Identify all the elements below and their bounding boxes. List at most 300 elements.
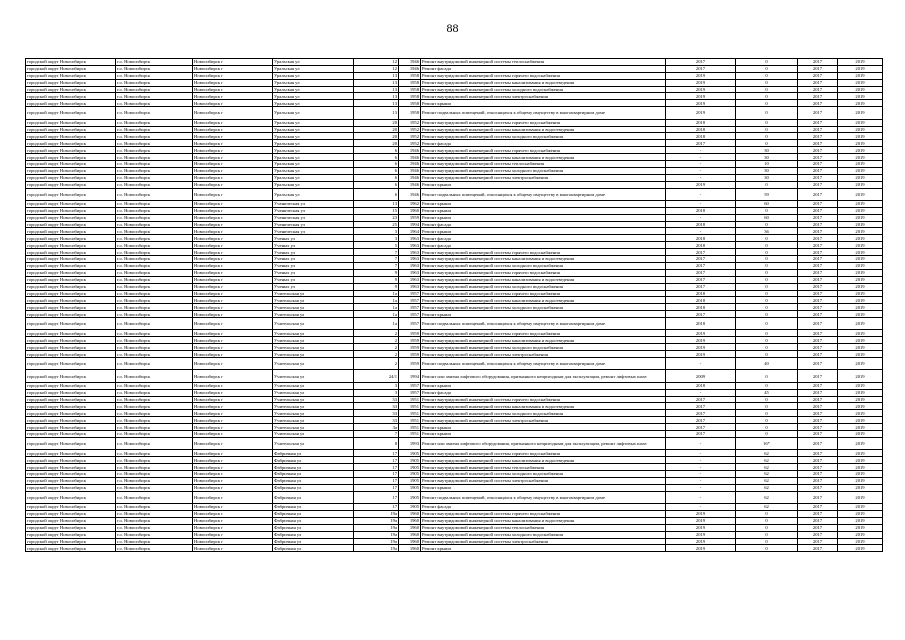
city-cell: Новосибирск г	[193, 207, 273, 214]
period-start-cell: 2017	[798, 517, 838, 524]
work-type-cell: Ремонт подвальных помещений, относящихся к общему имуществу в многоквартирном доме	[421, 107, 666, 119]
table-row	[26, 417, 883, 424]
table-row	[26, 318, 883, 330]
period-start-cell: 2017	[798, 464, 838, 471]
municipality-cell: городской округ Новосибирск	[26, 221, 116, 228]
plan-year-cell: 2019	[666, 93, 736, 100]
house-number-cell: 25	[354, 221, 399, 228]
period-end-cell: 2019	[838, 457, 883, 464]
street-cell: Учительская ул	[273, 410, 354, 417]
wear-cell: 0	[736, 269, 798, 276]
street-cell: Уральская ул	[273, 133, 354, 140]
wear-cell: 0	[736, 424, 798, 431]
build-year-cell: 1963	[399, 283, 421, 290]
table-row	[26, 256, 883, 263]
table-row	[26, 65, 883, 72]
build-year-cell: 1957	[399, 389, 421, 396]
wear-cell: 0	[736, 382, 798, 389]
table-row	[26, 337, 883, 344]
city-cell: Новосибирск г	[193, 133, 273, 140]
city-cell: Новосибирск г	[193, 389, 273, 396]
build-year-cell: 1958	[399, 86, 421, 93]
municipality-cell: городской округ Новосибирск	[26, 437, 116, 449]
municipality-cell: городской округ Новосибирск	[26, 403, 116, 410]
build-year-cell: 1960	[399, 538, 421, 545]
district-cell: г.о. Новосибирск	[116, 431, 193, 438]
district-cell: г.о. Новосибирск	[116, 484, 193, 491]
period-start-cell: 2017	[798, 181, 838, 188]
work-type-cell: Ремонт крыши	[421, 200, 666, 207]
table-row	[26, 382, 883, 389]
municipality-cell: городской округ Новосибирск	[26, 464, 116, 471]
street-cell: Учительская ул	[273, 358, 354, 370]
work-type-cell: Ремонт внутридомовой инженерной системы канализования и водоотведения	[421, 126, 666, 133]
build-year-cell: 1964	[399, 228, 421, 235]
table-row	[26, 188, 883, 200]
period-end-cell: 2019	[838, 504, 883, 511]
city-cell: Новосибирск г	[193, 330, 273, 337]
work-type-cell: Ремонт внутридомовой инженерной системы холодного водоснабжения	[421, 344, 666, 351]
work-type-cell: Ремонт внутридомовой инженерной системы горячего водоснабжения	[421, 119, 666, 126]
city-cell: Новосибирск г	[193, 188, 273, 200]
period-start-cell: 2017	[798, 79, 838, 86]
house-number-cell: 13	[354, 79, 399, 86]
build-year-cell: 1960	[399, 545, 421, 552]
house-number-cell: 17	[354, 457, 399, 464]
city-cell: Новосибирск г	[193, 65, 273, 72]
district-cell: г.о. Новосибирск	[116, 318, 193, 330]
wear-cell: 62	[736, 504, 798, 511]
period-end-cell: 2019	[838, 545, 883, 552]
street-cell: Учительская ул	[273, 396, 354, 403]
street-cell: Уральская ул	[273, 119, 354, 126]
build-year-cell: 1963	[399, 276, 421, 283]
house-number-cell: 7	[354, 431, 399, 438]
street-cell: Фабричная ул	[273, 538, 354, 545]
district-cell: г.о. Новосибирск	[116, 214, 193, 221]
build-year-cell: 1951	[399, 410, 421, 417]
work-type-cell: Ремонт подвальных помещений, относящихся к общему имуществу в многоквартирном доме	[421, 188, 666, 200]
work-type-cell: Ремонт внутридомовой инженерной системы канализования и водоотведения	[421, 297, 666, 304]
build-year-cell: 1952	[399, 119, 421, 126]
city-cell: Новосибирск г	[193, 200, 273, 207]
build-year-cell: 1946	[399, 188, 421, 200]
city-cell: Новосибирск г	[193, 242, 273, 249]
city-cell: Новосибирск г	[193, 484, 273, 491]
municipality-cell: городской округ Новосибирск	[26, 262, 116, 269]
plan-year-cell: -	[666, 389, 736, 396]
period-end-cell: 2019	[838, 484, 883, 491]
plan-year-cell: 2017	[666, 140, 736, 147]
wear-cell: 0	[736, 311, 798, 318]
street-cell: Ученическая ул	[273, 214, 354, 221]
municipality-cell: городской округ Новосибирск	[26, 470, 116, 477]
district-cell: г.о. Новосибирск	[116, 510, 193, 517]
house-number-cell: 7	[354, 262, 399, 269]
street-cell: Уральская ул	[273, 107, 354, 119]
municipality-cell: городской округ Новосибирск	[26, 160, 116, 167]
street-cell: Учительская ул	[273, 318, 354, 330]
table-row	[26, 464, 883, 471]
plan-year-cell: 2019	[666, 538, 736, 545]
wear-cell: 0	[736, 256, 798, 263]
plan-year-cell: 2017	[666, 256, 736, 263]
build-year-cell: 1952	[399, 126, 421, 133]
plan-year-cell: 2019	[666, 545, 736, 552]
city-cell: Новосибирск г	[193, 167, 273, 174]
work-type-cell: Ремонт внутридомовой инженерной системы электроснабжения	[421, 417, 666, 424]
work-type-cell: Ремонт внутридомовой инженерной системы горячего водоснабжения	[421, 269, 666, 276]
city-cell: Новосибирск г	[193, 119, 273, 126]
period-start-cell: 2017	[798, 59, 838, 66]
plan-year-cell: 2017	[666, 424, 736, 431]
wear-cell: 0	[736, 107, 798, 119]
period-end-cell: 2019	[838, 410, 883, 417]
house-number-cell: 9	[354, 269, 399, 276]
wear-cell: 0	[736, 72, 798, 79]
table-row	[26, 200, 883, 207]
municipality-cell: городской округ Новосибирск	[26, 538, 116, 545]
period-start-cell: 2017	[798, 262, 838, 269]
house-number-cell: 9	[354, 283, 399, 290]
city-cell: Новосибирск г	[193, 154, 273, 161]
table-row	[26, 477, 883, 484]
period-start-cell: 2017	[798, 424, 838, 431]
period-start-cell: 2017	[798, 147, 838, 154]
street-cell: Фабричная ул	[273, 464, 354, 471]
street-cell: Уральская ул	[273, 93, 354, 100]
district-cell: г.о. Новосибирск	[116, 207, 193, 214]
house-number-cell: 7	[354, 249, 399, 256]
street-cell: Фабричная ул	[273, 457, 354, 464]
build-year-cell: 1963	[399, 262, 421, 269]
table-row	[26, 147, 883, 154]
wear-cell: 30	[736, 174, 798, 181]
district-cell: г.о. Новосибирск	[116, 337, 193, 344]
work-type-cell: Ремонт внутридомовой инженерной системы канализования и водоотведения	[421, 256, 666, 263]
period-end-cell: 2019	[838, 86, 883, 93]
period-end-cell: 2019	[838, 491, 883, 503]
period-end-cell: 2019	[838, 477, 883, 484]
period-start-cell: 2017	[798, 140, 838, 147]
street-cell: Уральская ул	[273, 72, 354, 79]
period-start-cell: 2017	[798, 283, 838, 290]
municipality-cell: городской округ Новосибирск	[26, 524, 116, 531]
plan-year-cell: 2018	[666, 126, 736, 133]
work-type-cell: Ремонт внутридомовой инженерной системы канализования и водоотведения	[421, 457, 666, 464]
city-cell: Новосибирск г	[193, 524, 273, 531]
plan-year-cell: 2019	[666, 344, 736, 351]
district-cell: г.о. Новосибирск	[116, 181, 193, 188]
house-number-cell: 17	[354, 450, 399, 457]
period-end-cell: 2019	[838, 318, 883, 330]
period-start-cell: 2017	[798, 504, 838, 511]
wear-cell: 62	[736, 457, 798, 464]
street-cell: Уральская ул	[273, 140, 354, 147]
plan-year-cell: -	[666, 358, 736, 370]
house-number-cell: 9	[354, 276, 399, 283]
work-type-cell: Ремонт крыши	[421, 207, 666, 214]
street-cell: Уральская ул	[273, 188, 354, 200]
build-year-cell: 1951	[399, 396, 421, 403]
period-start-cell: 2017	[798, 358, 838, 370]
municipality-cell: городской округ Новосибирск	[26, 290, 116, 297]
work-type-cell: Ремонт или замена лифтового оборудования, признанного непригодным для эксплуатации, ремонт лифтовых шахт	[421, 437, 666, 449]
street-cell: Учительская ул	[273, 351, 354, 358]
city-cell: Новосибирск г	[193, 269, 273, 276]
city-cell: Новосибирск г	[193, 160, 273, 167]
wear-cell: 0	[736, 431, 798, 438]
street-cell: Уральская ул	[273, 79, 354, 86]
period-end-cell: 2019	[838, 249, 883, 256]
street-cell: Учительская ул	[273, 297, 354, 304]
wear-cell: 62	[736, 491, 798, 503]
plan-year-cell: 2018	[666, 290, 736, 297]
district-cell: г.о. Новосибирск	[116, 167, 193, 174]
work-type-cell: Ремонт крыши	[421, 228, 666, 235]
municipality-cell: городской округ Новосибирск	[26, 457, 116, 464]
wear-cell: 0	[736, 403, 798, 410]
build-year-cell: 1905	[399, 464, 421, 471]
period-end-cell: 2019	[838, 382, 883, 389]
table-row	[26, 524, 883, 531]
wear-cell: 0	[736, 410, 798, 417]
wear-cell: 0	[736, 417, 798, 424]
table-row	[26, 79, 883, 86]
table-row	[26, 431, 883, 438]
plan-year-cell: 2018	[666, 297, 736, 304]
work-type-cell: Ремонт внутридомовой инженерной системы холодного водоснабжения	[421, 86, 666, 93]
table-row	[26, 140, 883, 147]
table-row	[26, 228, 883, 235]
plan-year-cell: 2017	[666, 59, 736, 66]
municipality-cell: городской округ Новосибирск	[26, 72, 116, 79]
wear-cell: 10	[736, 160, 798, 167]
table-row	[26, 457, 883, 464]
city-cell: Новосибирск г	[193, 464, 273, 471]
build-year-cell: 1946	[399, 59, 421, 66]
street-cell: Фабричная ул	[273, 545, 354, 552]
plan-year-cell: -	[666, 147, 736, 154]
work-type-cell: Ремонт крыши	[421, 382, 666, 389]
district-cell: г.о. Новосибирск	[116, 276, 193, 283]
district-cell: г.о. Новосибирск	[116, 524, 193, 531]
district-cell: г.о. Новосибирск	[116, 382, 193, 389]
table-row	[26, 538, 883, 545]
work-type-cell: Ремонт крыши	[421, 214, 666, 221]
wear-cell: 45	[736, 389, 798, 396]
wear-cell: 0	[736, 538, 798, 545]
period-start-cell: 2017	[798, 221, 838, 228]
house-number-cell: 6	[354, 147, 399, 154]
work-type-cell: Ремонт внутридомовой инженерной системы холодного водоснабжения	[421, 283, 666, 290]
plan-year-cell: 2017	[666, 396, 736, 403]
house-number-cell: 3а	[354, 424, 399, 431]
plan-year-cell: 2017	[666, 276, 736, 283]
table-row	[26, 86, 883, 93]
house-number-cell: 15	[354, 207, 399, 214]
street-cell: Уральская ул	[273, 65, 354, 72]
period-end-cell: 2019	[838, 510, 883, 517]
district-cell: г.о. Новосибирск	[116, 133, 193, 140]
street-cell: Ученическая ул	[273, 200, 354, 207]
plan-year-cell: 2019	[666, 72, 736, 79]
plan-year-cell: -	[666, 504, 736, 511]
house-number-cell: 19а	[354, 510, 399, 517]
plan-year-cell: 2018	[666, 242, 736, 249]
street-cell: Уральская ул	[273, 167, 354, 174]
period-start-cell: 2017	[798, 311, 838, 318]
work-type-cell: Ремонт подвальных помещений, относящихся к общему имуществу в многоквартирном доме	[421, 318, 666, 330]
plan-year-cell: 2018	[666, 235, 736, 242]
house-number-cell: 13	[354, 107, 399, 119]
wear-cell: 0	[736, 119, 798, 126]
period-start-cell: 2017	[798, 417, 838, 424]
build-year-cell: 1905	[399, 491, 421, 503]
city-cell: Новосибирск г	[193, 358, 273, 370]
municipality-cell: городской округ Новосибирск	[26, 79, 116, 86]
work-type-cell: Ремонт внутридомовой инженерной системы электроснабжения	[421, 538, 666, 545]
table-row	[26, 330, 883, 337]
period-start-cell: 2017	[798, 457, 838, 464]
city-cell: Новосибирск г	[193, 276, 273, 283]
district-cell: г.о. Новосибирск	[116, 140, 193, 147]
city-cell: Новосибирск г	[193, 72, 273, 79]
build-year-cell: 1959	[399, 337, 421, 344]
plan-year-cell: 2019	[666, 86, 736, 93]
house-number-cell: 20	[354, 140, 399, 147]
wear-cell: 0	[736, 396, 798, 403]
period-end-cell: 2019	[838, 160, 883, 167]
street-cell: Уральская ул	[273, 59, 354, 66]
wear-cell: 0	[736, 351, 798, 358]
house-number-cell: 1а	[354, 311, 399, 318]
house-number-cell: 17	[354, 470, 399, 477]
district-cell: г.о. Новосибирск	[116, 403, 193, 410]
street-cell: Ученых ул	[273, 242, 354, 249]
work-type-cell: Ремонт внутридомовой инженерной системы горячего водоснабжения	[421, 72, 666, 79]
period-start-cell: 2017	[798, 167, 838, 174]
period-start-cell: 2017	[798, 242, 838, 249]
wear-cell: 62	[736, 450, 798, 457]
street-cell: Ученых ул	[273, 276, 354, 283]
municipality-cell: городской округ Новосибирск	[26, 107, 116, 119]
plan-year-cell: -	[666, 437, 736, 449]
period-end-cell: 2019	[838, 72, 883, 79]
municipality-cell: городской округ Новосибирск	[26, 396, 116, 403]
period-end-cell: 2019	[838, 337, 883, 344]
municipality-cell: городской округ Новосибирск	[26, 93, 116, 100]
work-type-cell: Ремонт внутридомовой инженерной системы горячего водоснабжения	[421, 510, 666, 517]
municipality-cell: городской округ Новосибирск	[26, 256, 116, 263]
wear-cell: 62	[736, 477, 798, 484]
municipality-cell: городской округ Новосибирск	[26, 484, 116, 491]
house-number-cell: 2	[354, 337, 399, 344]
house-number-cell: 13	[354, 100, 399, 107]
period-start-cell: 2017	[798, 207, 838, 214]
period-start-cell: 2017	[798, 304, 838, 311]
house-number-cell: 2	[354, 358, 399, 370]
city-cell: Новосибирск г	[193, 337, 273, 344]
period-end-cell: 2019	[838, 351, 883, 358]
municipality-cell: городской округ Новосибирск	[26, 337, 116, 344]
build-year-cell: 1952	[399, 140, 421, 147]
period-end-cell: 2019	[838, 358, 883, 370]
district-cell: г.о. Новосибирск	[116, 249, 193, 256]
work-type-cell: Ремонт внутридомовой инженерной системы холодного водоснабжения	[421, 167, 666, 174]
house-number-cell: 6	[354, 167, 399, 174]
build-year-cell: 1905	[399, 504, 421, 511]
build-year-cell: 1958	[399, 100, 421, 107]
city-cell: Новосибирск г	[193, 450, 273, 457]
build-year-cell: 1960	[399, 207, 421, 214]
city-cell: Новосибирск г	[193, 262, 273, 269]
city-cell: Новосибирск г	[193, 457, 273, 464]
work-type-cell: Ремонт внутридомовой инженерной системы горячего водоснабжения	[421, 147, 666, 154]
table-row	[26, 491, 883, 503]
district-cell: г.о. Новосибирск	[116, 228, 193, 235]
municipality-cell: городской округ Новосибирск	[26, 389, 116, 396]
build-year-cell: 1994	[399, 370, 421, 382]
wear-cell: 0	[736, 370, 798, 382]
municipality-cell: городской округ Новосибирск	[26, 510, 116, 517]
municipality-cell: городской округ Новосибирск	[26, 410, 116, 417]
wear-cell: 0	[736, 344, 798, 351]
wear-cell: 0	[736, 126, 798, 133]
table-row	[26, 424, 883, 431]
district-cell: г.о. Новосибирск	[116, 200, 193, 207]
wear-cell: 0	[736, 181, 798, 188]
work-type-cell: Ремонт внутридомовой инженерной системы холодного водоснабжения	[421, 262, 666, 269]
district-cell: г.о. Новосибирск	[116, 290, 193, 297]
city-cell: Новосибирск г	[193, 477, 273, 484]
district-cell: г.о. Новосибирск	[116, 256, 193, 263]
district-cell: г.о. Новосибирск	[116, 297, 193, 304]
period-start-cell: 2017	[798, 531, 838, 538]
city-cell: Новосибирск г	[193, 59, 273, 66]
wear-cell: 0	[736, 235, 798, 242]
period-end-cell: 2019	[838, 228, 883, 235]
table-row	[26, 276, 883, 283]
wear-cell: 0	[736, 262, 798, 269]
period-start-cell: 2017	[798, 450, 838, 457]
house-number-cell: 19а	[354, 517, 399, 524]
period-end-cell: 2019	[838, 221, 883, 228]
city-cell: Новосибирск г	[193, 79, 273, 86]
period-start-cell: 2017	[798, 477, 838, 484]
district-cell: г.о. Новосибирск	[116, 262, 193, 269]
municipality-cell: городской округ Новосибирск	[26, 358, 116, 370]
street-cell: Учительская ул	[273, 424, 354, 431]
city-cell: Новосибирск г	[193, 100, 273, 107]
street-cell: Уральская ул	[273, 181, 354, 188]
plan-year-cell: 2017	[666, 431, 736, 438]
plan-year-cell: 2019	[666, 531, 736, 538]
city-cell: Новосибирск г	[193, 297, 273, 304]
plan-year-cell: 2017	[666, 403, 736, 410]
wear-cell: 0	[736, 297, 798, 304]
period-end-cell: 2019	[838, 174, 883, 181]
table-row	[26, 510, 883, 517]
district-cell: г.о. Новосибирск	[116, 119, 193, 126]
plan-year-cell: 2009	[666, 370, 736, 382]
city-cell: Новосибирск г	[193, 214, 273, 221]
period-start-cell: 2017	[798, 437, 838, 449]
house-number-cell: 17	[354, 491, 399, 503]
wear-cell: 0	[736, 79, 798, 86]
city-cell: Новосибирск г	[193, 410, 273, 417]
wear-cell: 0	[736, 133, 798, 140]
